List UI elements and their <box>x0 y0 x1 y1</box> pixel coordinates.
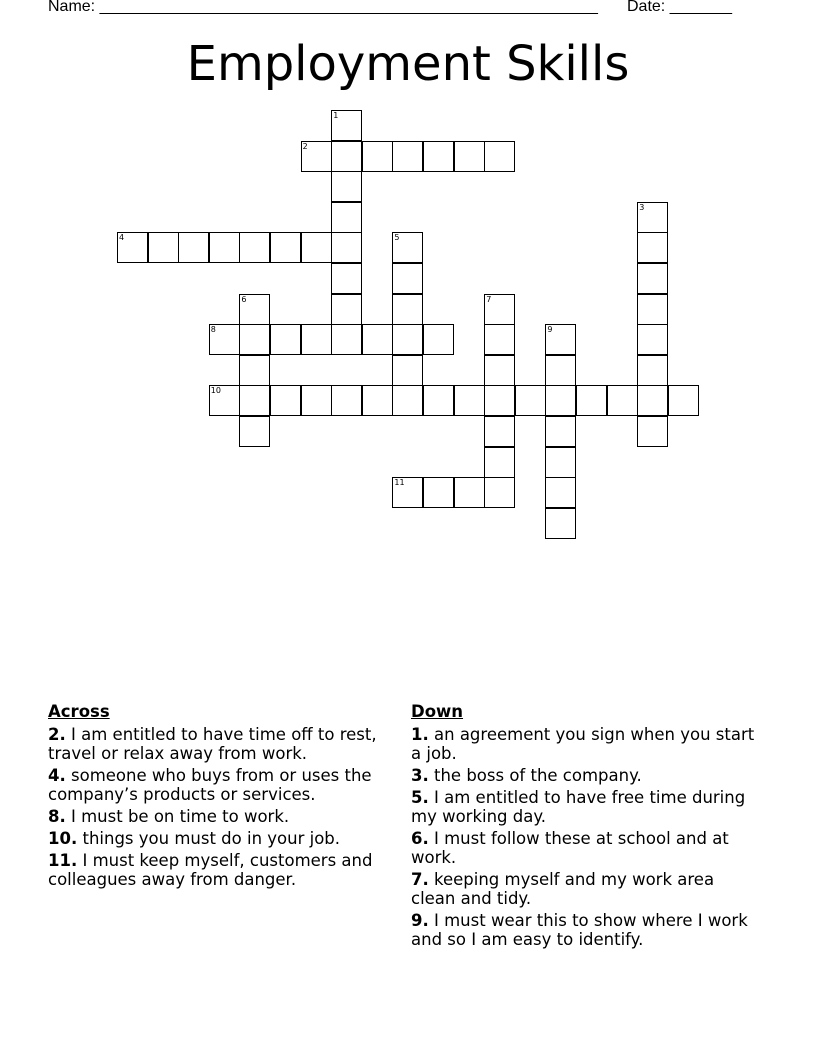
crossword-cell[interactable] <box>484 141 515 172</box>
crossword-cell[interactable] <box>301 232 332 263</box>
down-clue <box>411 911 761 949</box>
clue-number-label: 5 <box>394 233 400 243</box>
crossword-cell[interactable] <box>637 324 668 355</box>
across-clues <box>48 702 398 892</box>
crossword-cell[interactable] <box>576 385 607 416</box>
clue-number-label: 1 <box>333 111 339 120</box>
clue-text: I am entitled to have time off to rest, travel or relax away from work. <box>48 725 377 763</box>
date-field: Date: _______ <box>627 0 732 15</box>
crossword-cell[interactable] <box>392 477 423 508</box>
clue-number-label: 6 <box>241 294 247 304</box>
crossword-cell[interactable] <box>117 232 148 263</box>
crossword-cell[interactable] <box>209 232 240 263</box>
clue-text: I must follow these at school and at work. <box>411 829 729 867</box>
crossword-cell[interactable] <box>239 294 270 325</box>
crossword-cell[interactable] <box>637 202 668 233</box>
crossword-cell[interactable] <box>668 385 699 416</box>
crossword-cell[interactable] <box>392 324 423 355</box>
crossword-cell[interactable] <box>454 385 485 416</box>
crossword-cell[interactable] <box>484 416 515 447</box>
crossword-cell[interactable] <box>270 324 301 355</box>
crossword-cell[interactable] <box>637 294 668 325</box>
crossword-cell[interactable] <box>423 477 454 508</box>
clue-text: an agreement you sign when you start a job. <box>411 725 755 763</box>
crossword-cell[interactable] <box>484 294 515 325</box>
clue-number-label: 11 <box>394 478 405 488</box>
crossword-cell[interactable] <box>484 477 515 508</box>
crossword-cell[interactable] <box>392 263 423 294</box>
crossword-cell[interactable] <box>331 141 362 172</box>
crossword-cell[interactable] <box>178 232 209 263</box>
crossword-cell[interactable] <box>239 416 270 447</box>
clue-number: 1. <box>411 725 429 744</box>
across-clue <box>48 807 398 826</box>
clue-number-label: 3 <box>639 202 645 212</box>
clue-text: I must be on time to work. <box>71 807 290 826</box>
clue-number-label: 8 <box>210 325 216 335</box>
clue-number: 4. <box>48 766 66 785</box>
crossword-cell[interactable] <box>209 385 240 416</box>
crossword-cell[interactable] <box>545 477 576 508</box>
crossword-cell[interactable] <box>545 324 576 355</box>
down-clue <box>411 766 761 785</box>
crossword-cell[interactable] <box>270 385 301 416</box>
clue-number-label: 10 <box>210 386 221 396</box>
clue-number: 10. <box>48 829 78 848</box>
crossword-cell[interactable] <box>423 141 454 172</box>
crossword-cell[interactable] <box>301 141 332 172</box>
crossword-cell[interactable] <box>637 355 668 386</box>
clue-number: 2. <box>48 725 66 744</box>
crossword-cell[interactable] <box>515 385 546 416</box>
crossword-cell[interactable] <box>239 355 270 386</box>
crossword-cell[interactable] <box>239 232 270 263</box>
down-clue <box>411 829 761 867</box>
clue-number: 7. <box>411 870 429 889</box>
crossword-cell[interactable] <box>301 324 332 355</box>
crossword-cell[interactable] <box>484 385 515 416</box>
crossword-cell[interactable] <box>331 202 362 233</box>
clue-number: 11. <box>48 851 78 870</box>
crossword-cell[interactable] <box>637 232 668 263</box>
crossword-cell[interactable] <box>362 385 393 416</box>
clue-number: 8. <box>48 807 66 826</box>
across-clue <box>48 829 398 848</box>
crossword-cell[interactable] <box>331 263 362 294</box>
across-clue <box>48 851 398 889</box>
crossword-cell[interactable] <box>545 355 576 386</box>
crossword-cell[interactable] <box>484 324 515 355</box>
clue-text: keeping myself and my work area clean and tidy. <box>411 870 715 908</box>
crossword-cell[interactable] <box>637 263 668 294</box>
clue-number: 9. <box>411 911 429 930</box>
crossword-cell[interactable] <box>454 477 485 508</box>
crossword-cell[interactable] <box>545 385 576 416</box>
clue-text: I must wear this to show where I work and so I am easy to identify. <box>411 911 748 949</box>
name-field: Name: ________________________________________________________ <box>48 0 598 15</box>
crossword-cell[interactable] <box>331 324 362 355</box>
crossword-cell[interactable] <box>209 324 240 355</box>
page-title: Employment Skills <box>186 36 630 92</box>
down-clue <box>411 788 761 826</box>
across-clue <box>48 725 398 763</box>
crossword-cell[interactable] <box>392 355 423 386</box>
crossword-cell[interactable] <box>637 416 668 447</box>
crossword-cell[interactable] <box>331 171 362 202</box>
crossword-cell[interactable] <box>270 232 301 263</box>
clue-number-label: 7 <box>486 294 492 304</box>
crossword-cell[interactable] <box>607 385 638 416</box>
clue-number-label: 9 <box>547 325 553 335</box>
crossword-cell[interactable] <box>392 294 423 325</box>
across-clue <box>48 766 398 804</box>
crossword-cell[interactable] <box>423 385 454 416</box>
crossword-cell[interactable] <box>331 294 362 325</box>
crossword-cell[interactable] <box>331 110 362 141</box>
clue-text: the boss of the company. <box>434 766 642 785</box>
crossword-cell[interactable] <box>484 447 515 478</box>
down-heading: Down <box>411 702 464 721</box>
down-clues <box>411 702 761 952</box>
crossword-cell[interactable] <box>454 141 485 172</box>
clue-number-label: 4 <box>119 233 125 243</box>
clue-number-label: 2 <box>302 141 308 151</box>
clue-text: things you must do in your job. <box>82 829 341 848</box>
crossword-cell[interactable] <box>362 141 393 172</box>
crossword-cell[interactable] <box>392 232 423 263</box>
clue-text: someone who buys from or uses the company’s products or services. <box>48 766 372 804</box>
crossword-cell[interactable] <box>239 324 270 355</box>
crossword-cell[interactable] <box>484 355 515 386</box>
crossword-cell[interactable] <box>423 324 454 355</box>
crossword-cell[interactable] <box>392 385 423 416</box>
crossword-cell[interactable] <box>637 385 668 416</box>
crossword-cell[interactable] <box>392 141 423 172</box>
crossword-cell[interactable] <box>545 416 576 447</box>
down-clue <box>411 870 761 908</box>
across-heading: Across <box>48 702 110 721</box>
crossword-cell[interactable] <box>545 508 576 539</box>
crossword-cell[interactable] <box>362 324 393 355</box>
crossword-cell[interactable] <box>239 385 270 416</box>
crossword-cell[interactable] <box>331 232 362 263</box>
clue-number: 5. <box>411 788 429 807</box>
clue-number: 3. <box>411 766 429 785</box>
crossword-cell[interactable] <box>331 385 362 416</box>
crossword-cell[interactable] <box>301 385 332 416</box>
clue-number: 6. <box>411 829 429 848</box>
clue-text: I am entitled to have free time during my working day. <box>411 788 746 826</box>
down-clue <box>411 725 761 763</box>
crossword-cell[interactable] <box>545 447 576 478</box>
crossword-cell[interactable] <box>148 232 179 263</box>
clue-text: I must keep myself, customers and colleagues away from danger. <box>48 851 373 889</box>
